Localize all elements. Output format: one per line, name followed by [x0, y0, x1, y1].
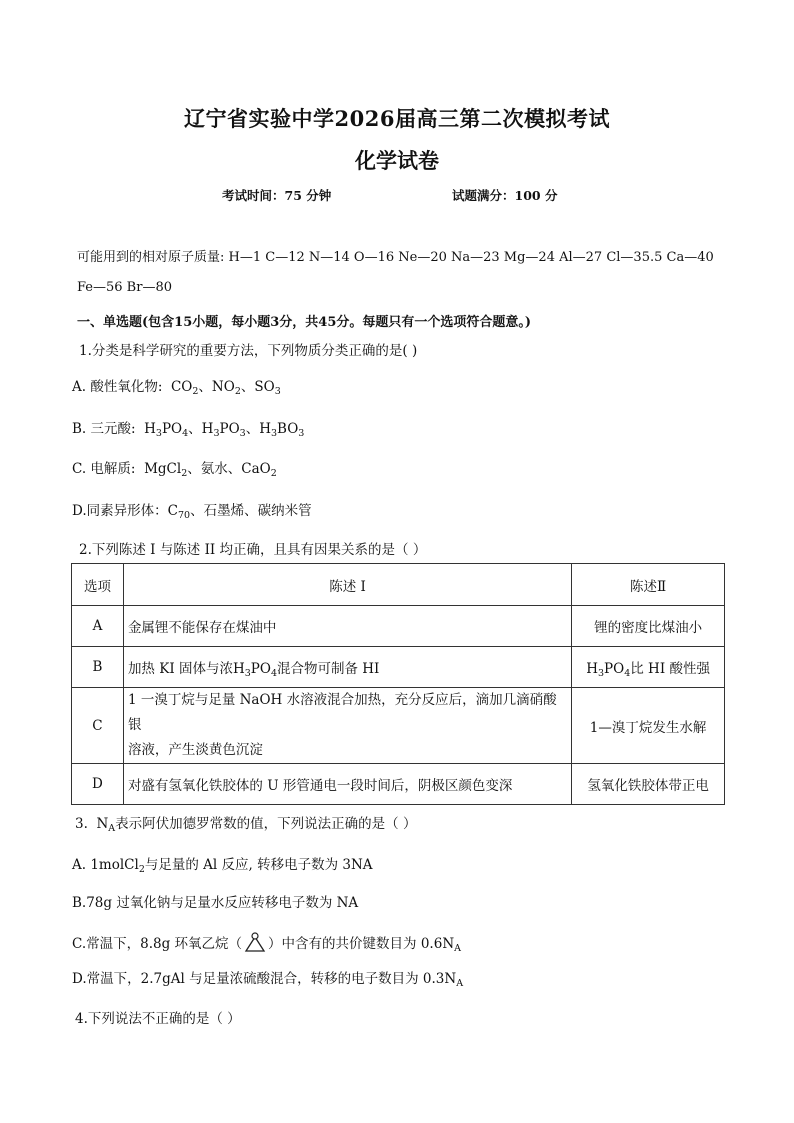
- row-a-statement-2: 锂的密度比煤油小: [572, 606, 725, 647]
- row-d-option: D: [72, 764, 124, 805]
- header-option: 选项: [72, 564, 124, 606]
- row-c-option: C: [72, 688, 124, 764]
- q1-a-prefix: A. 酸性氧化物:: [72, 379, 163, 395]
- exam-full-score: 试题满分：100 分: [452, 188, 558, 203]
- row-a-statement-1: 金属锂不能保存在煤油中: [123, 606, 571, 647]
- q3-option-a: A. 1molCl$_2$与足量的 Al 反应, 转移电子数为 3NA: [72, 857, 373, 875]
- row-b-s1-part-a: 加热 KI 固体与浓: [127, 661, 233, 677]
- row-b-s2-part-b: 比 HI 酸性强: [630, 661, 710, 677]
- row-c-s1-line1: 1 一溴丁烷与足量 NaOH 水溶液混合加热，充分反应后，滴加几滴硝酸银: [127, 692, 557, 733]
- row-b-statement-2: $H_3PO_4$比 HI 酸性强: [572, 647, 725, 688]
- row-d-statement-2: 氢氧化铁胶体带正电: [572, 764, 725, 805]
- q3-option-b: B.78g 过氧化钠与足量水反应转移电子数为 NA: [72, 895, 359, 911]
- row-b-s1-part-b: 混合物可制备 HI: [276, 661, 380, 677]
- q4-stem: 4.下列说法不正确的是（ ）: [75, 1011, 241, 1027]
- q3-stem: 3. $N_A$表示阿伏加德罗常数的值，下列说法正确的是（ ）: [75, 816, 417, 834]
- q2-stem: 2.下列陈述 I 与陈述 II 均正确，且具有因果关系的是（ ）: [79, 542, 427, 558]
- q3-option-d: D.常温下，2.7gAl 与足量浓硫酸混合，转移的电子数目为 $0.3N_A$: [72, 971, 464, 989]
- atomic-masses-line2: Fe—56 Br—80: [77, 280, 172, 295]
- q1-b-prefix: B. 三元酸:: [72, 421, 136, 437]
- table-row: [72, 606, 725, 647]
- q3-stem-text: 表示阿伏加德罗常数的值，下列说法正确的是（ ）: [115, 816, 417, 832]
- q1-d-suffix: 、石墨烯、碳纳米管: [190, 503, 312, 519]
- header-statement-2: 陈述Ⅱ: [572, 564, 725, 606]
- q3-a-part1: A. 1mol: [72, 857, 125, 873]
- row-c-s1-line2: 溶液，产生淡黄色沉淀: [127, 742, 263, 758]
- exam-time: 考试时间：75 分钟: [222, 188, 332, 203]
- row-a-option: A: [72, 606, 124, 647]
- row-c-statement-2: 1—溴丁烷发生水解: [572, 688, 725, 764]
- q1-option-c: C. 电解质: MgCl$_2$、氨水、CaO$_2$: [72, 461, 277, 479]
- q2-table: [71, 563, 725, 805]
- row-d-statement-1: 对盛有氢氧化铁胶体的 U 形管通电一段时间后，阴极区颜色变深: [123, 764, 571, 805]
- q3-a-part2: 与足量的 Al 反应, 转移电子数为 3NA: [144, 857, 373, 873]
- table-row: [72, 764, 725, 805]
- q3-d-part1: D.常温下，2.7gAl 与足量浓硫酸混合，转移的电子数目为 0.3: [72, 971, 445, 987]
- q1-c-mid: 、氨水、: [187, 461, 242, 477]
- q3-option-c: C.常温下，8.8g 环氧乙烷（ ）中含有的共价键数目为 $0.6N_A$: [72, 932, 461, 960]
- q1-option-a: A. 酸性氧化物: $CO_2$、$NO_2$、$SO_3$: [72, 379, 281, 397]
- table-row: [72, 688, 725, 764]
- exam-subject: 化学试卷: [355, 148, 439, 173]
- table-row: [72, 647, 725, 688]
- row-b-statement-1: 加热 KI 固体与浓$H_3PO_4$混合物可制备 HI: [123, 647, 571, 688]
- row-b-option: B: [72, 647, 124, 688]
- epoxyethane-structure-icon: [242, 932, 268, 960]
- row-c-statement-1: [123, 688, 571, 764]
- q3-c-part2: ）中含有的共价键数目为 0.6: [268, 936, 443, 952]
- q1-d-prefix: D.同素异形体：: [72, 503, 168, 519]
- q3-number: 3.: [75, 816, 88, 832]
- table-header-row: [72, 564, 725, 606]
- q1-option-d: D.同素异形体：$C_{70}$、石墨烯、碳纳米管: [72, 503, 312, 521]
- q1-stem: 1.分类是科学研究的重要方法，下列物质分类正确的是( ): [79, 343, 418, 359]
- header-statement-1: 陈述 I: [123, 564, 571, 606]
- q3-c-part1: C.常温下，8.8g 环氧乙烷（: [72, 936, 243, 952]
- q1-c-prefix: C. 电解质:: [72, 461, 136, 477]
- q1-option-b: B. 三元酸: $H_3PO_4$、$H_3PO_3$、$H_3BO_3$: [72, 421, 305, 439]
- atomic-masses-line1: 可能用到的相对原子质量: H—1 C—12 N—14 O—16 Ne—20 Na—23 Mg—24 Al—27 Cl—35.5 Ca—40: [77, 250, 714, 265]
- section-heading: 一、单选题(包含15小题，每小题3分，共45分。每题只有一个选项符合题意。): [77, 315, 532, 330]
- exam-title: 辽宁省实验中学2026届高三第二次模拟考试: [184, 106, 610, 131]
